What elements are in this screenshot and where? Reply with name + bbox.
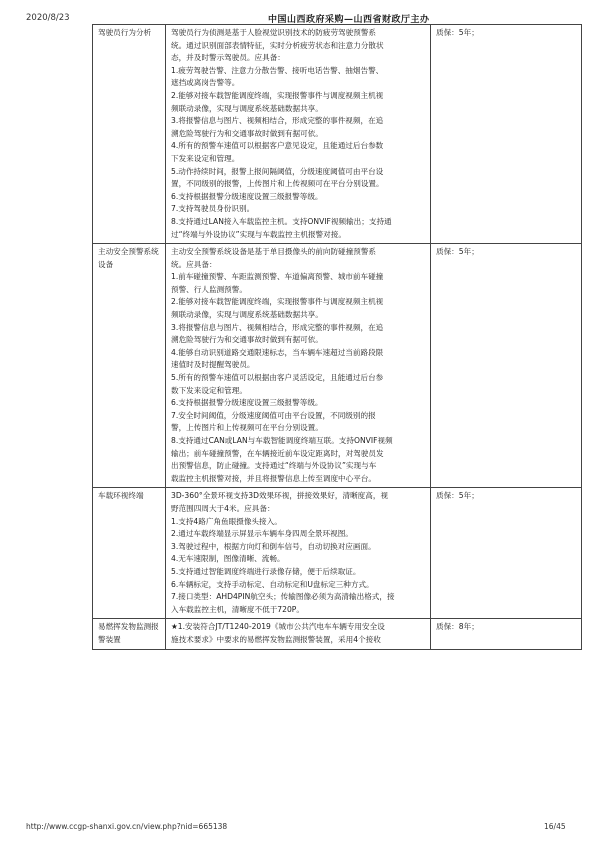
description-line: 载监控主机报警对接，并且将报警信息上传至调度中心平台。 [171,473,377,483]
item-warranty: 质保：5年； [436,247,479,257]
print-date: 2020/8/23 [26,13,70,23]
description-line: 速值时及时提醒驾驶员。 [171,360,255,370]
description-line: 2.能够对接车载智能调度终端，实现报警事件与调度视频主机视 [171,297,384,307]
description-line: 入车载监控主机，清晰度不低于720P。 [171,604,304,614]
description-line: 野范围四周大于4米。应具备： [171,503,275,513]
description-line: 1.疲劳驾驶告警、注意力分散告警、接听电话告警、抽烟告警、 [171,65,384,75]
description-line: 3.将报警信息与图片、视频相结合，形成完整的事件视频，在追 [171,116,384,126]
footer-url: http://www.ccgp-shanxi.gov.cn/view.php?nid=665138 [26,822,228,831]
description-line: 7.接口类型：AHD4PIN航空头；传输图像必须为高清输出格式，接 [171,592,395,602]
description-line: 6.支持根据报警分级速度设置三级报警等级。 [171,398,323,408]
description-line: 统。通过识别面部表情特征，实时分析疲劳状态和注意力分散状 [171,40,384,50]
item-description-cell [166,244,431,488]
table-row-active-safety [93,244,582,488]
item-warranty: 质保：5年； [436,28,479,37]
description-line: 溯危险驾驶行为和交通事故时做到有据可依。 [171,335,323,345]
site-title: 中国山西政府采购—山西省财政厅主办 [268,15,430,25]
description-line: 5.动作持续时间，报警上报间隔阈值，分级速度阈值可由平台设 [171,166,384,176]
item-name-cell [93,244,166,488]
page-number: 16/45 [544,822,566,831]
description-line: 4.所有的预警车速值可以根据客户意见设定，且能通过后台参数 [171,141,384,151]
description-line: 置，不同级别的报警，上传图片和上传视频可在平台分别设置。 [171,179,384,189]
item-warranty-cell [431,25,582,244]
item-warranty-cell [431,244,582,488]
item-name-cell [93,619,166,649]
description-line: 4.能够自动识别道路交通限速标志，当车辆车速超过当前路段限 [171,347,384,357]
description-line: 1.支持4路广角鱼眼摄像头接入。 [171,516,282,526]
item-description-cell [166,25,431,244]
description-line: 驾驶员行为侦测是基于人脸视觉识别技术的防疲劳驾驶预警系 [171,28,377,37]
description-line: 出预警信息，防止碰撞。支持通过“终端与外设协议”实现与车 [171,461,377,471]
description-line: 统。应具备： [171,259,217,269]
item-name: 易燃挥发物监测报警装置 [98,622,159,644]
description-line: 1.前车碰撞预警、车距监测预警、车道偏离预警、城市前车碰撞 [171,272,384,282]
description-line: 输出；前车碰撞预警，在车辆接近前车设定距离时，对驾驶员发 [171,448,384,458]
item-warranty-cell [431,488,582,619]
description-line: 4.无车速限制，图像清晰、流畅。 [171,554,285,564]
description-line: 3D-360°全景环视支持3D效果环视，拼接效果好，清晰度高，视 [171,491,389,501]
description-line: 6.支持根据报警分级速度设置三级报警等级。 [171,191,323,201]
table-row-driver-behavior [93,25,582,244]
item-name: 主动安全预警系统设备 [98,247,159,269]
table-row-volatile-detector [93,619,582,649]
description-line: 下发来设定和管理。 [171,153,240,163]
item-name-cell [93,25,166,244]
item-warranty-cell [431,619,582,649]
description-line: 数下发来设定和管理。 [171,385,247,395]
description-line: 2.能够对接车载智能调度终端，实现报警事件与调度视频主机视 [171,90,384,100]
description-line: 5.支持通过智能调度终端进行录像存储，便于后续取证。 [171,566,361,576]
description-line: 5.所有的预警车速值可以根据由客户灵活设定，且能通过后台参 [171,373,384,383]
description-line: 8.支持通过CAN或LAN与车载智能调度终端互联。支持ONVIF视频 [171,436,393,445]
description-line: 7.支持驾驶员身份识别。 [171,204,255,214]
item-description-cell [166,619,431,649]
item-description-cell [166,488,431,619]
description-line: 态，并及时警示驾驶员。应具备： [171,53,285,63]
table-row-surround-view [93,488,582,619]
description-line: 主动安全预警系统设备是基于单目摄像头的前向防碰撞预警系 [171,247,377,257]
description-line: ★1.安装符合JT/T1240-2019《城市公共汽电车车辆专用安全设 [171,622,385,632]
requirements-table [92,24,582,650]
item-name: 驾驶员行为分析 [98,28,152,37]
description-line: 3.驾驶过程中，根据方向灯和倒车信号，自动切换对应画面。 [171,541,376,551]
description-line: 6.车辆标定，支持手动标定、自动标定和U盘标定三种方式。 [171,579,374,589]
item-name-cell [93,488,166,619]
description-line: 8.支持通过LAN接入车载监控主机。支持ONVIF视频输出；支持通 [171,216,392,226]
description-line: 频联动录像，实现与调度系统基础数据共享。 [171,103,323,113]
description-line: 遮挡或离岗告警等。 [171,78,240,88]
description-line: 过“终端与外设协议”实现与车载监控主机报警对接。 [171,229,346,239]
description-line: 7.安全时间阈值，分级速度阈值可由平台设置，不同级别的报 [171,410,376,420]
description-line: 施技术要求》中要求的易燃挥发物监测报警装置，采用4个接收 [171,634,381,644]
description-line: 2.通过车载终端显示屏显示车辆车身四周全景环视图。 [171,529,353,539]
item-warranty: 质保：5年； [436,491,479,501]
description-line: 溯危险驾驶行为和交通事故时做到有据可依。 [171,128,323,138]
description-line: 预警、行人监测预警。 [171,284,247,294]
item-warranty: 质保：8年； [436,622,479,632]
description-line: 3.将报警信息与图片、视频相结合，形成完整的事件视频，在追 [171,322,384,332]
description-line: 警，上传图片和上传视频可在平台分别设置。 [171,423,323,433]
description-line: 频联动录像，实现与调度系统基础数据共享。 [171,310,323,320]
item-name: 车载环视终端 [98,491,144,501]
